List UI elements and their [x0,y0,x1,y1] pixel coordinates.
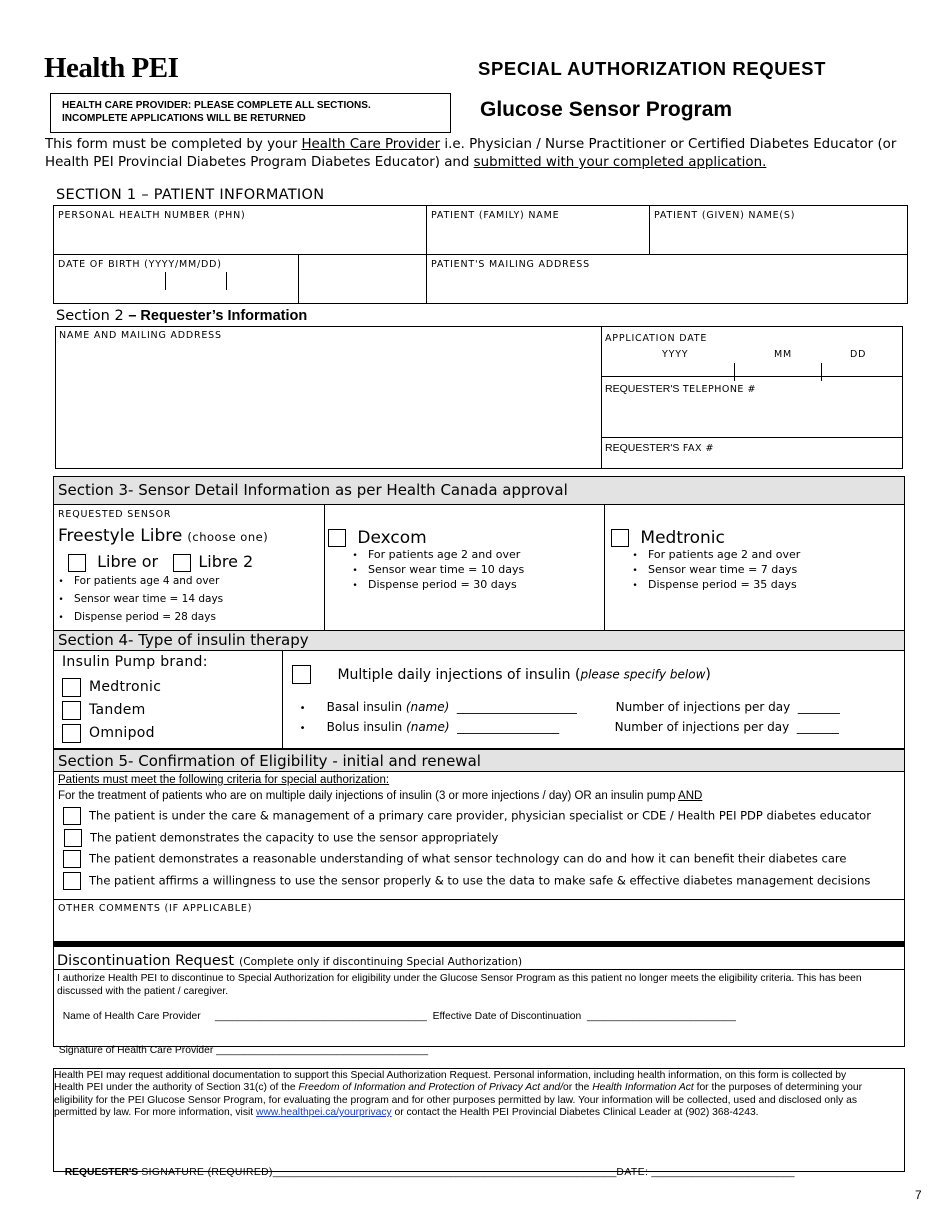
mdi-checkbox[interactable] [292,665,311,684]
basal-name-field[interactable]: ____________________ [456,700,577,714]
criterion-checkbox[interactable] [63,872,81,890]
dexcom-details [342,548,524,593]
basal-label: Basal insulin [326,700,406,714]
date-field[interactable]: _________________________ [651,1167,795,1178]
treatment-text: For the treatment of patients who are on multiple daily injections of insulin (3 or more injections / day) OR an insulin pump [58,790,679,802]
discontinuation-title [57,950,522,969]
bolus-injections [607,706,839,734]
privacy-part-3: for the purposes of determining your eligibility for the PEI Glucose Sensor Program, for evaluating the program and for other purposes permitted by law. Your information will be collected, used and disclosed only as permitted by law. For more information, visit [54,1082,862,1118]
dexcom-option [328,528,427,548]
mdi-close: ) [705,666,711,683]
family-name-field[interactable]: PATIENT (FAMILY) NAME [431,210,560,221]
treatment-and: AND [678,790,703,802]
bolus-label: Bolus insulin [326,720,407,734]
intro-provider: Health Care Provider [301,137,441,152]
privacy-link[interactable]: www.healthpei.ca/yourprivacy [256,1106,392,1118]
privacy-part-4: or contact the Health PEI Provincial Diabetes Clinical Leader at (902) 368-4243. [391,1106,759,1118]
privacy-part-1: Health PEI may request additional documentation to support this Special Authorization Request. Personal information, including health information, on this form is collected by Health PEI under the authority of Section 31(c) of the [54,1070,847,1094]
medtronic-details [622,548,800,593]
intro-submitted: submitted with your completed application. [473,155,767,170]
given-name-field[interactable]: PATIENT (GIVEN) NAME(S) [654,210,796,221]
discontinuation-heading: Discontinuation Request [57,953,235,969]
provider-signature-row [53,1034,428,1056]
medtronic-sensor-option [611,528,725,548]
pump-checkbox[interactable] [62,678,81,697]
discontinuation-text: I authorize Health PEI to discontinue to Special Authorization for eligibility under the Glucose Sensor Program as this patient no longer meets the eligibility criteria. This has been discussed with the patient / caregiver. [57,973,862,997]
criterion-text: The patient demonstrates the capacity to use the sensor appropriately [90,830,499,845]
pump-brand-label: Insulin Pump brand: [62,654,208,670]
fax-label-b: FAX # [679,443,714,454]
medtronic-detail: • Sensor wear time = 7 days [622,563,800,578]
section4-title: Section 4- Type of insulin therapy [58,631,309,649]
phn-field[interactable]: PERSONAL HEALTH NUMBER (PHN) [58,210,246,221]
criterion-text: The patient is under the care & management of a primary care provider, physician specialist or CDE / Health PEI PDP diabetes educator [89,808,871,823]
health-info-act: Health Information Act [592,1082,694,1094]
requester-name-address-field[interactable]: NAME AND MAILING ADDRESS [59,330,222,341]
dexcom-label: Dexcom [357,528,427,548]
criterion-row [63,872,870,890]
pump-option [62,699,161,722]
pump-option [62,676,161,699]
requester-signature-label-b: SIGNATURE (REQUIRED) [138,1167,273,1178]
criterion-checkbox[interactable] [63,807,81,825]
privacy-part-2: or the [563,1082,593,1094]
pump-label: Omnipod [89,725,155,741]
provider-name-row [57,1000,736,1022]
discontinuation-note: (Complete only if discontinuing Special Authorization) [239,956,523,968]
mdi-option [292,665,711,684]
tel-label-b: TELEPHONE # [679,384,756,395]
intro-part-1: This form must be completed by your [45,137,302,152]
notice-line-1: HEALTH CARE PROVIDER: PLEASE COMPLETE ALL SECTIONS. [62,100,371,111]
bolus-name-hint: (name) [406,720,450,734]
section5-title: Section 5- Confirmation of Eligibility - initial and renewal [58,752,481,770]
section5-header [53,749,905,772]
intro-part-2: i.e. Physician / Nurse Practitioner or Certified Diabetes Educator (or Health PEI Provincial Diabetes Program Diabetes Educator) and [45,137,897,170]
criterion-row [63,850,846,868]
bolus-injections-label: Number of injections per day [614,720,790,734]
bolus-injections-field[interactable]: _______ [796,720,839,734]
pump-label: Tandem [89,702,146,718]
form-title: SPECIAL AUTHORIZATION REQUEST [478,58,827,79]
section4-header [53,630,905,651]
pump-checkbox[interactable] [62,701,81,720]
page-number: 7 [915,1188,922,1202]
date-label: DATE: [616,1167,649,1178]
criteria-heading: Patients must meet the following criteria for special authorization: [58,774,390,786]
libre-label: Libre or [97,552,159,571]
requester-signature-field[interactable]: ____________________________________________________________ [272,1167,617,1178]
freestyle-name: Freestyle Libre [58,526,183,546]
notice-line-2: INCOMPLETE APPLICATIONS WILL BE RETURNED [62,113,306,124]
freestyle-detail: • For patients age 4 and over [48,573,223,591]
requester-signature-row [59,1156,795,1178]
yyyy-label: YYYY [662,349,689,360]
pump-options [62,676,161,745]
provider-name-field[interactable]: _____________________________________ [214,1011,427,1022]
requester-signature-label-a: REQUESTER'S [64,1167,139,1178]
section2-title-a: Section 2 [56,308,129,324]
effective-date-field[interactable]: __________________________ [586,1011,736,1022]
application-date-field[interactable]: APPLICATION DATE [605,333,708,344]
requester-telephone-field[interactable] [605,383,756,395]
fax-label-a: REQUESTER'S [605,442,680,454]
pump-option [62,722,161,745]
privacy-text [54,1070,876,1119]
freestyle-detail: • Sensor wear time = 14 days [48,591,223,609]
section2-title-b: – Requester’s Information [128,308,308,324]
provider-notice-box [50,93,451,133]
intro-text [45,136,905,172]
criterion-checkbox[interactable] [64,829,82,847]
freestyle-details [60,573,223,627]
mm-label: MM [774,349,792,360]
freestyle-detail: • Dispense period = 28 days [48,609,223,627]
treatment-statement [58,790,702,802]
program-subtitle: Glucose Sensor Program [480,98,733,121]
dexcom-detail: • For patients age 2 and over [342,548,524,563]
pump-label: Medtronic [89,679,162,695]
effective-date-label: Effective Date of Discontinuation [432,1011,582,1022]
tel-label-a: REQUESTER'S [605,383,680,395]
section1-title: SECTION 1 – PATIENT INFORMATION [56,187,325,203]
requester-fax-field[interactable] [605,442,714,454]
provider-signature-field[interactable]: _____________________________________ [216,1045,429,1056]
bolus-row: • Bolus insulin (name) _________________ [299,720,560,734]
pump-checkbox[interactable] [62,724,81,743]
provider-signature-label: Signature of Health Care Provider [58,1045,214,1056]
criterion-checkbox[interactable] [63,850,81,868]
requested-sensor-label: REQUESTED SENSOR [58,509,172,520]
section2-box [55,326,903,469]
section3-title: Section 3- Sensor Detail Information as per Health Canada approval [58,481,568,499]
basal-injections-field[interactable]: _______ [797,700,840,714]
mdi-specify: please specify below [580,667,706,682]
medtronic-sensor-checkbox[interactable] [611,529,629,547]
dexcom-detail: • Dispense period = 30 days [342,578,524,593]
dob-field[interactable]: DATE OF BIRTH (YYYY/MM/DD) [58,259,222,270]
criterion-text: The patient demonstrates a reasonable understanding of what sensor technology can do and how it can benefit their diabetes care [89,851,847,866]
foippa-act: Freedom of Information and Protection of Privacy Act and/ [298,1082,564,1094]
dexcom-checkbox[interactable] [328,529,346,547]
basal-row: • Basal insulin (name) ____________________ [299,700,577,714]
bolus-name-field[interactable]: _________________ [457,720,560,734]
criterion-text: The patient affirms a willingness to use the sensor properly & to use the data to make safe & effective diabetes management decisions [89,873,871,888]
libre2-checkbox[interactable] [173,554,191,572]
medtronic-detail: • For patients age 2 and over [622,548,800,563]
section3-header [53,476,905,505]
mdi-label: Multiple daily injections of insulin ( [337,666,581,683]
criterion-row [64,829,498,847]
freestyle-libre-label [58,526,268,546]
provider-name-label: Name of Health Care Provider [62,1011,201,1022]
dexcom-detail: • Sensor wear time = 10 days [342,563,524,578]
medtronic-sensor-label: Medtronic [640,528,725,548]
libre2-label: Libre 2 [198,552,254,571]
libre-checkbox[interactable] [68,554,86,572]
patient-address-field[interactable]: PATIENT'S MAILING ADDRESS [431,259,590,270]
section2-title [56,308,307,324]
choose-one: (choose one) [187,530,269,544]
criterion-row [63,807,871,825]
basal-injections-label: Number of injections per day [615,700,791,714]
basal-name-hint: (name) [405,700,450,714]
health-pei-logo: Health PEI [44,52,179,84]
medtronic-detail: • Dispense period = 35 days [622,578,800,593]
other-comments-field[interactable]: OTHER COMMENTS (IF APPLICABLE) [58,903,253,914]
dd-label: DD [850,349,867,360]
libre-options [68,552,253,572]
